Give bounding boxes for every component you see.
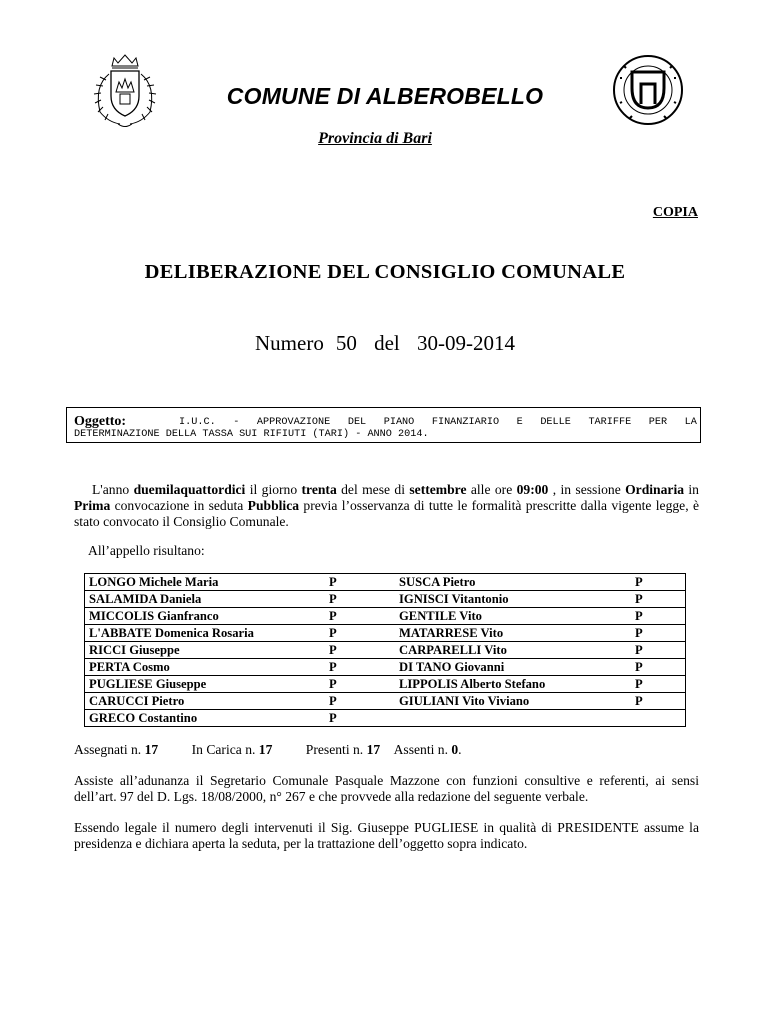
councillor-name: IGNISCI Vitantonio (395, 591, 631, 608)
attendance-status: P (325, 659, 395, 676)
attendance-status: P (325, 693, 395, 710)
councillor-name: L'ABBATE Domenica Rosaria (85, 625, 326, 642)
councillor-name: PERTA Cosmo (85, 659, 326, 676)
table-row (85, 693, 686, 710)
councillor-name: PUGLIESE Giuseppe (85, 676, 326, 693)
councillor-name: MATARRESE Vito (395, 625, 631, 642)
attendance-table (84, 573, 686, 727)
attendance-status: P (325, 591, 395, 608)
councillor-name (395, 710, 631, 727)
subject-box (66, 407, 701, 443)
table-row (85, 710, 686, 727)
presenti-count: 17 (366, 742, 381, 757)
table-row (85, 574, 686, 591)
del-label: del (374, 331, 400, 355)
subject-word: I.U.C. (179, 417, 216, 428)
councillor-name: SUSCA Pietro (395, 574, 631, 591)
intro-seduta: Pubblica (247, 498, 300, 513)
subject-line-1 (179, 417, 697, 429)
president-paragraph: Essendo legale il numero degli intervenuti il Sig. Giuseppe PUGLIESE in qualità di PRESIDENTE assume la presidenza e dichiara aperta la seduta, per la trattazione dell’oggetto sopra indicato. (74, 820, 699, 851)
attendance-status: P (325, 676, 395, 693)
councillor-name: RICCI Giuseppe (85, 642, 326, 659)
councillor-name: CARPARELLI Vito (395, 642, 631, 659)
roll-call-label: All’appello risultano: (88, 543, 205, 558)
municipality-title: COMUNE DI ALBEROBELLO (226, 83, 544, 109)
intro-session: Ordinaria (625, 482, 685, 497)
assenti-count: 0 (451, 742, 459, 757)
table-row (85, 625, 686, 642)
attendance-status: P (325, 574, 395, 591)
subject-word: FINANZIARIO (431, 417, 500, 428)
assegnati-count: 17 (144, 742, 159, 757)
table-row (85, 659, 686, 676)
councillor-name: CARUCCI Pietro (85, 693, 326, 710)
attendance-status: P (631, 574, 686, 591)
attendance-summary: Assegnati n. 17 In Carica n. 17 Presenti n. 17 Assenti n. 0. (74, 742, 462, 757)
subject-word: TARIFFE (588, 417, 632, 428)
subject-word: - (233, 417, 240, 428)
attendance-status: P (325, 625, 395, 642)
councillor-name: DI TANO Giovanni (395, 659, 631, 676)
table-row (85, 676, 686, 693)
subject-word: DEL (347, 417, 367, 428)
attendance-status (631, 710, 686, 727)
attendance-status: P (631, 608, 686, 625)
attendance-status: P (631, 591, 686, 608)
secretary-paragraph: Assiste all’adunanza il Segretario Comunale Pasquale Mazzone con funzioni consultive e referenti, ai sensi dell’art. 97 del D. Lgs. 18/08/2000, n° 267 e che provvede alla redazione del seguente verbale. (74, 773, 699, 804)
numero-value: 50 (335, 331, 357, 355)
intro-year: duemilaquattordici (133, 482, 246, 497)
councillor-name: GRECO Costantino (89, 711, 198, 725)
attendance-status: P (329, 711, 337, 725)
subject-label: Oggetto: (74, 414, 127, 429)
deliberation-date: 30-09-2014 (416, 331, 515, 355)
carica-count: 17 (258, 742, 273, 757)
province-subtitle: Provincia di Bari (318, 130, 432, 147)
subject-word: LA (684, 417, 697, 428)
document-heading: DELIBERAZIONE DEL CONSIGLIO COMUNALE (144, 261, 626, 283)
subject-word: APPROVAZIONE (256, 417, 331, 428)
councillor-name: GENTILE Vito (395, 608, 631, 625)
attendance-status: P (631, 625, 686, 642)
numero-label: Numero (255, 331, 324, 355)
councillor-name: LIPPOLIS Alberto Stefano (395, 676, 631, 693)
councillor-name: GIULIANI Vito Viviano (395, 693, 631, 710)
subject-line-2: DETERMINAZIONE DELLA TASSA SUI RIFIUTI (TARI) - ANNO 2014. (74, 429, 429, 440)
attendance-status: P (631, 659, 686, 676)
councillor-name: SALAMIDA Daniela (85, 591, 326, 608)
attendance-status: P (631, 642, 686, 659)
subject-word: DELLE (540, 417, 571, 428)
subject-word: E (516, 417, 523, 428)
table-row (85, 642, 686, 659)
table-row (85, 591, 686, 608)
intro-day: trenta (301, 482, 337, 497)
attendance-status: P (325, 642, 395, 659)
intro-paragraph: L'anno duemilaquattordici il giorno trenta del mese di settembre alle ore 09:00 , in sessione Ordinaria in Prima convocazione in seduta Pubblica previa l’osservanza di tutte le formalità prescritte dalla vigente legge, è stato convocato il Consiglio Comunale. (74, 482, 699, 529)
subject-word: PER (648, 417, 668, 428)
intro-time: 09:00 (516, 482, 549, 497)
attendance-status: P (325, 608, 395, 625)
table-row (85, 608, 686, 625)
copy-label: COPIA (652, 205, 698, 220)
intro-convocation: Prima (74, 498, 111, 513)
attendance-status: P (631, 693, 686, 710)
attendance-status: P (631, 676, 686, 693)
deliberation-number (0, 331, 770, 356)
councillor-name: LONGO Michele Maria (85, 574, 326, 591)
councillor-name: MICCOLIS Gianfranco (85, 608, 326, 625)
subject-word: PIANO (383, 417, 415, 428)
intro-month: settembre (409, 482, 467, 497)
